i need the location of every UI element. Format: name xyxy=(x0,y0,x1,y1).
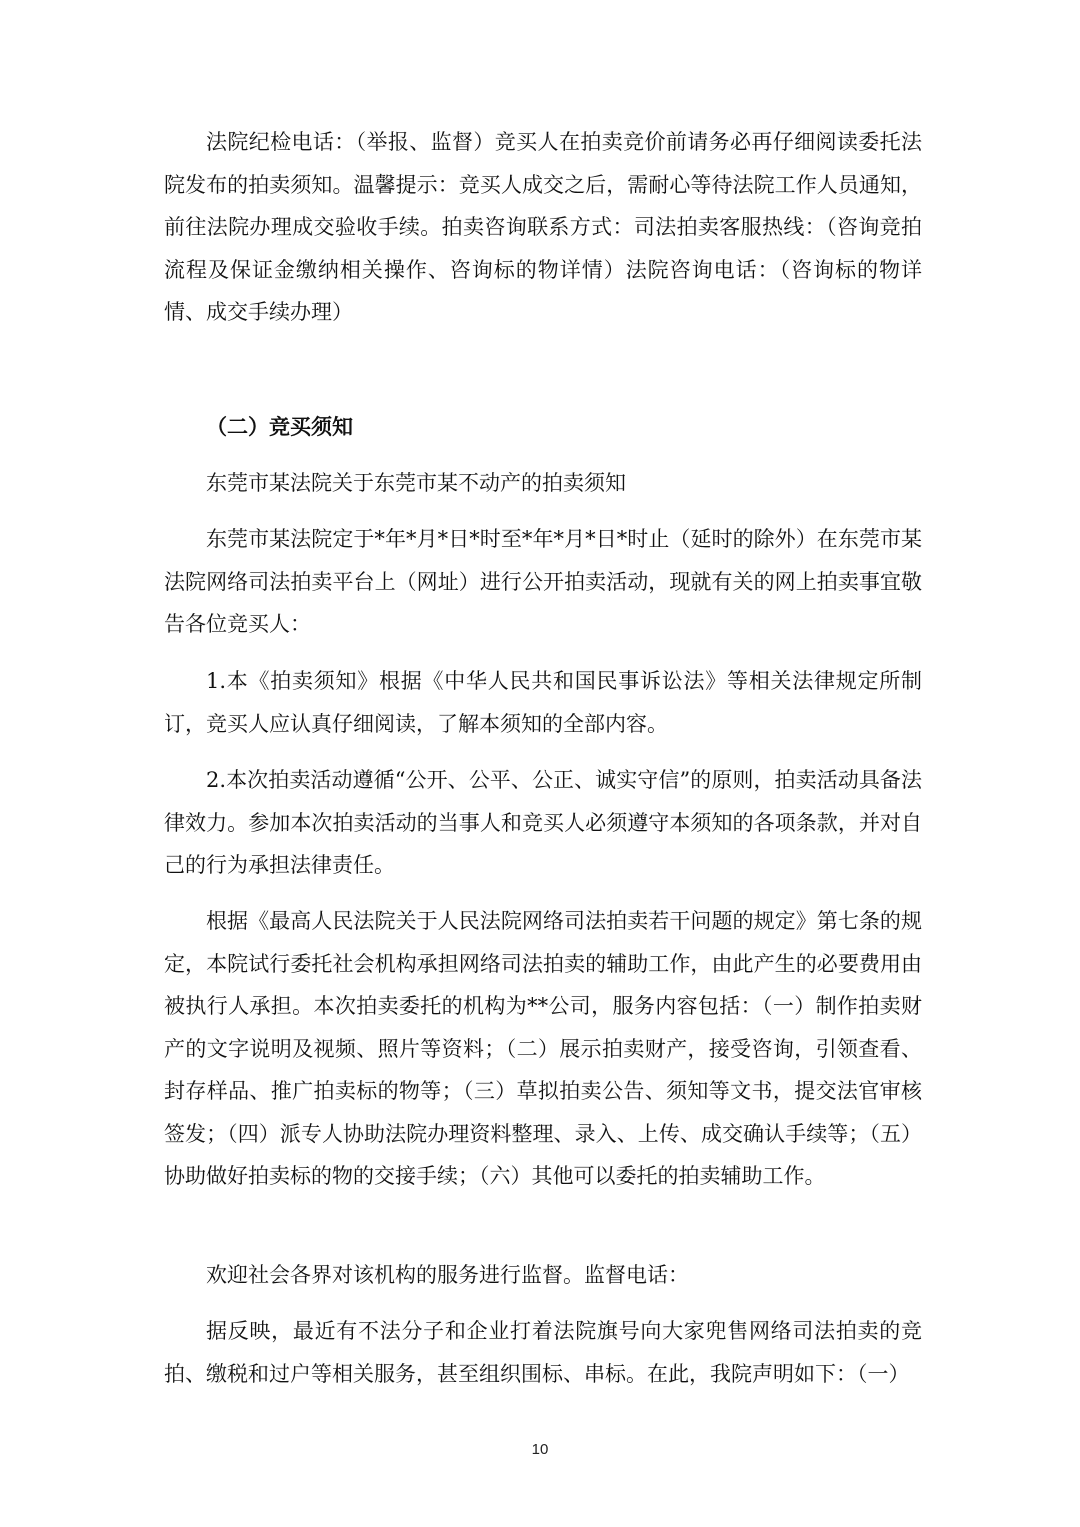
paragraph-supervision: 欢迎社会各界对该机构的服务进行监督。监督电话： xyxy=(206,1263,689,1287)
paragraph-court-contact: 法院纪检电话：（举报、监督）竞买人在拍卖竞价前请务必再仔细阅读委托法院发布的拍卖须知。温馨提示：竞买人成交之后，需耐心等待法院工作人员通知，前往法院办理成交验收手续。拍卖咨询联系方式：司法拍卖客服热线：（咨询竞拍流程及保证金缴纳相关操作、咨询标的物详情）法院咨询电话：（咨询标的物详情、成交手续办理） xyxy=(164,130,922,324)
paragraph-auction-schedule: 东莞市某法院定于*年*月*日*时至*年*月*日*时止（延时的除外）在东莞市某法院网络司法拍卖平台上（网址）进行公开拍卖活动，现就有关的网上拍卖事宜敬告各位竞买人： xyxy=(164,527,922,636)
paragraph-notice-title: 东莞市某法院关于东莞市某不动产的拍卖须知 xyxy=(206,471,626,495)
paragraph-item-2: 2.本次拍卖活动遵循“公开、公平、公正、诚实守信”的原则，拍卖活动具备法律效力。参加本次拍卖活动的当事人和竞买人必须遵守本须知的各项条款，并对自己的行为承担法律责任。 xyxy=(164,768,922,877)
page-number: 10 xyxy=(531,1441,549,1458)
paragraph-declaration: 据反映，最近有不法分子和企业打着法院旗号向大家兜售网络司法拍卖的竞拍、缴税和过户等相关服务，甚至组织围标、串标。在此，我院声明如下：（一） xyxy=(164,1319,922,1386)
section-heading: （二）竞买须知 xyxy=(206,414,353,439)
paragraph-regulation: 根据《最高人民法院关于人民法院网络司法拍卖若干问题的规定》第七条的规定，本院试行委托社会机构承担网络司法拍卖的辅助工作，由此产生的必要费用由被执行人承担。本次拍卖委托的机构为**公司，服务内容包括：（一）制作拍卖财产的文字说明及视频、照片等资料；（二）展示拍卖财产，接受咨询，引领查看、封存样品、推广拍卖标的物等；（三）草拟拍卖公告、须知等文书，提交法官审核签发；（四）派专人协助法院办理资料整理、录入、上传、成交确认手续等；（五）协助做好拍卖标的物的交接手续；（六）其他可以委托的拍卖辅助工作。 xyxy=(164,909,922,1188)
paragraph-item-1: 1.本《拍卖须知》根据《中华人民共和国民事诉讼法》等相关法律规定所制订，竞买人应认真仔细阅读，了解本须知的全部内容。 xyxy=(164,669,922,736)
